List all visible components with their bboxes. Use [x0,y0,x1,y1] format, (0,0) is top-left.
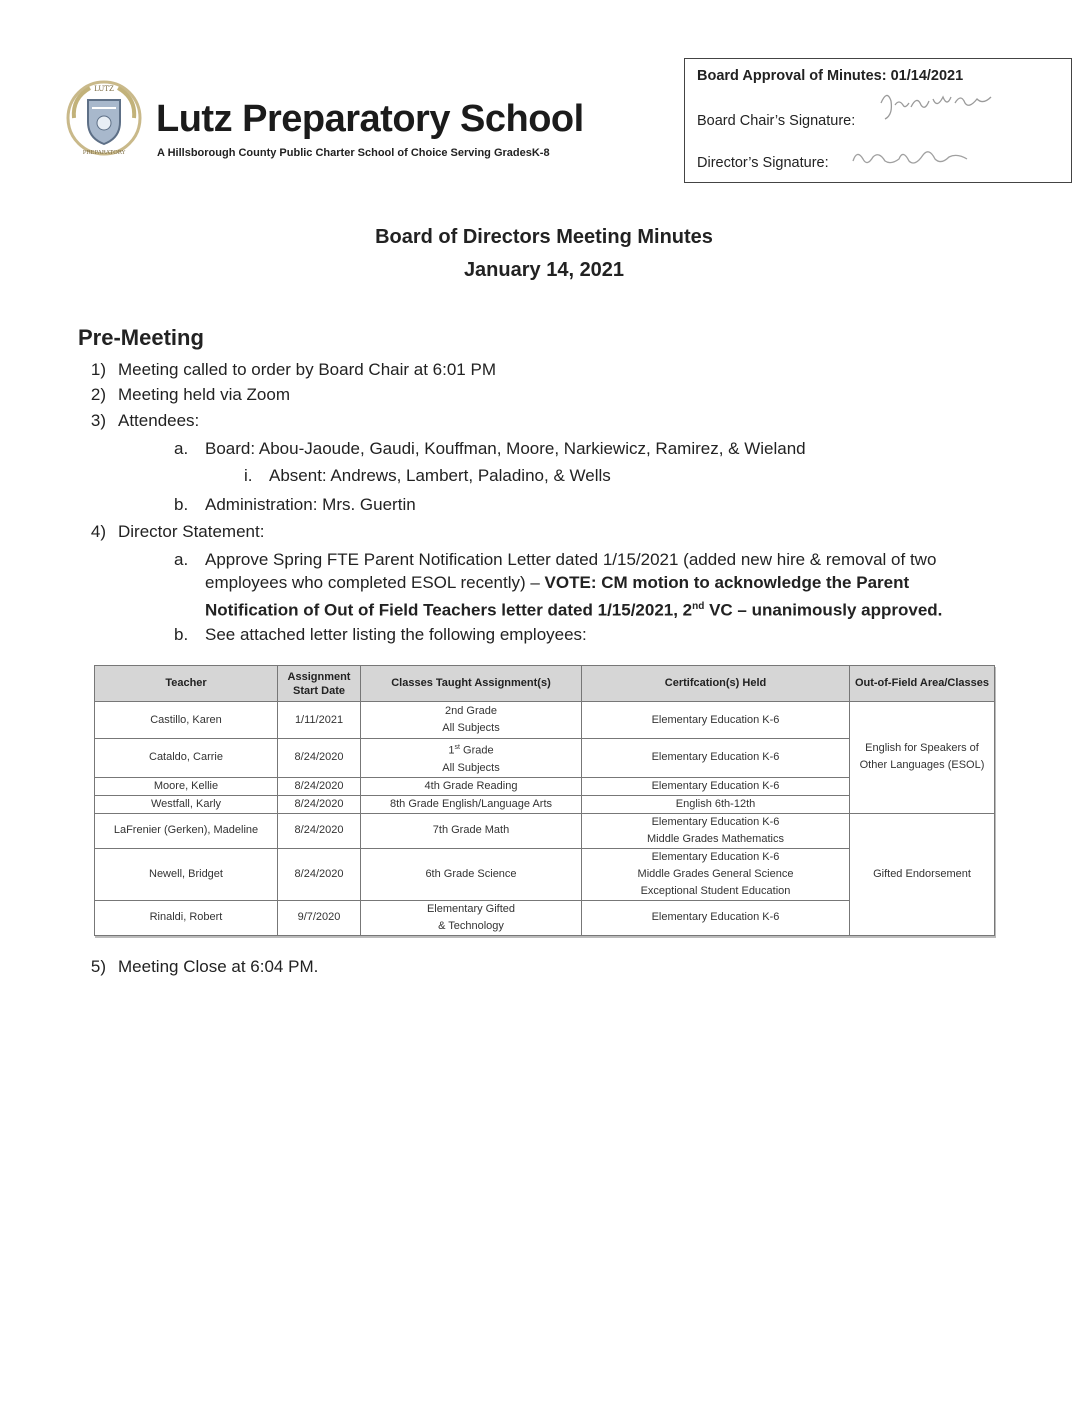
column-header: Teacher [95,666,278,702]
classes-text: 1 [448,744,455,757]
item-number: 1) [90,360,106,379]
start-date-cell: 8/24/2020 [278,848,361,900]
sub-item-line: Approve Spring FTE Parent Notification Letter dated 1/15/2021 (added new hire & removal of two [205,550,937,569]
sub-item-marker: b. [174,495,189,514]
out-of-field-cell: English for Speakers of Other Languages (ESOL) [850,702,995,814]
vote-line [205,596,942,622]
director-signature [847,141,977,173]
vote-text: VC – unanimously approved. [704,600,943,620]
start-date-cell: 8/24/2020 [278,795,361,813]
classes-cell: 4th Grade Reading [361,777,582,795]
classes-cell [361,739,582,778]
teacher-cell: Cataldo, Carrie [95,739,278,778]
column-header: Out-of-Field Area/Classes [850,666,995,702]
sub-item-text: employees who completed ESOL recently) – [205,573,545,592]
section-heading: Pre-Meeting [78,325,204,350]
certification-cell: Elementary Education K-6 Middle Grades General Science Exceptional Student Education [582,848,850,900]
sub-item: Board: Abou-Jaoude, Gaudi, Kouffman, Moore, Narkiewicz, Ramirez, & Wieland [205,439,806,458]
chair-signature-label: Board Chair’s Signature: [697,113,856,129]
start-date-cell: 8/24/2020 [278,739,361,778]
teacher-cell: Moore, Kellie [95,777,278,795]
sub-item-marker: a. [174,439,189,458]
school-logo [64,78,144,158]
director-signature-label: Director’s Signature: [697,155,829,171]
column-header: Classes Taught Assignment(s) [361,666,582,702]
sub-item: See attached letter listing the following employees: [205,625,587,644]
sub-item: Administration: Mrs. Guertin [205,495,416,514]
sub-sub-item-marker: i. [244,466,253,485]
certification-cell: Elementary Education K-6 [582,900,850,935]
table-row [95,813,995,848]
classes-cell: Elementary Gifted & Technology [361,900,582,935]
list-item: Meeting Close at 6:04 PM. [118,957,319,976]
sub-item-marker: b. [174,625,189,644]
teacher-cell: Westfall, Karly [95,795,278,813]
approval-title: Board Approval of Minutes: 01/14/2021 [697,68,964,84]
school-name: Lutz Preparatory School [156,98,584,140]
classes-text: All Subjects [442,761,500,774]
vote-text: VOTE: CM motion to acknowledge the Parent [544,573,910,592]
list-item: Director Statement: [118,522,265,541]
classes-text: Grade [459,744,494,757]
approval-box [684,58,1072,183]
teacher-cell: Castillo, Karen [95,702,278,739]
document-title: Board of Directors Meeting Minutes [375,226,713,248]
logo-text-top: LUTZ [94,85,114,93]
out-of-field-cell: Gifted Endorsement [850,813,995,935]
column-header: Assignment Start Date [278,666,361,702]
start-date-cell: 1/11/2021 [278,702,361,739]
teacher-table [94,665,995,936]
item-number: 3) [90,411,106,430]
teacher-cell: LaFrenier (Gerken), Madeline [95,813,278,848]
item-number: 2) [90,385,106,404]
certification-cell: Elementary Education K-6 Middle Grades Mathematics [582,813,850,848]
column-header: Certifcation(s) Held [582,666,850,702]
sub-sub-item: Absent: Andrews, Lambert, Paladino, & Wells [269,466,611,485]
school-tagline: A Hillsborough County Public Charter School of Choice Serving GradesK-8 [157,147,550,159]
classes-cell: 2nd Grade All Subjects [361,702,582,739]
classes-cell: 8th Grade English/Language Arts [361,795,582,813]
classes-cell: 7th Grade Math [361,813,582,848]
item-number: 4) [90,522,106,541]
ordinal-suffix: st [454,744,460,751]
table-row [95,702,995,739]
teacher-cell: Rinaldi, Robert [95,900,278,935]
chair-signature [873,85,1003,125]
teacher-cell: Newell, Bridget [95,848,278,900]
sub-item-line [205,572,909,594]
list-item: Meeting called to order by Board Chair at 6:01 PM [118,360,496,379]
start-date-cell: 9/7/2020 [278,900,361,935]
sub-item-marker: a. [174,550,189,569]
start-date-cell: 8/24/2020 [278,777,361,795]
item-number: 5) [90,957,106,976]
list-item: Meeting held via Zoom [118,385,290,404]
ordinal-suffix: nd [692,601,705,612]
vote-text: Notification of Out of Field Teachers letter dated 1/15/2021, 2 [205,600,693,620]
list-item: Attendees: [118,411,200,430]
certification-cell: Elementary Education K-6 [582,702,850,739]
certification-cell: Elementary Education K-6 [582,777,850,795]
logo-text-bottom: PREPARATORY [82,150,126,156]
document-date: January 14, 2021 [463,259,625,281]
classes-cell: 6th Grade Science [361,848,582,900]
table-header-row [95,666,995,702]
certification-cell: Elementary Education K-6 [582,739,850,778]
certification-cell: English 6th-12th [582,795,850,813]
start-date-cell: 8/24/2020 [278,813,361,848]
